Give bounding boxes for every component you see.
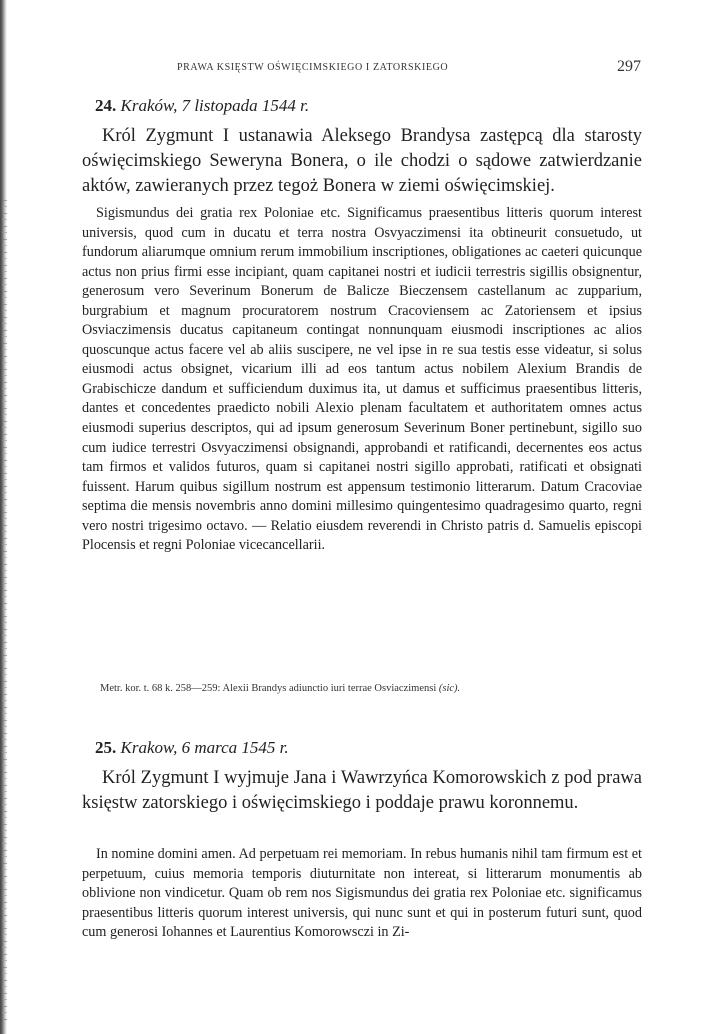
- entry-heading: [95, 738, 289, 758]
- source-note-text: Metr. kor. t. 68 k. 258—259: Alexii Brandys adiunctio iuri terrae Osviaczimensi: [100, 683, 437, 694]
- source-note: [100, 683, 640, 694]
- entry-latin-text: In nomine domini amen. Ad perpetuam rei memoriam. In rebus humanis nihil tam firmum est et perpetuum, cuius memoria temporis diuturnitate non intereat, si litterarum monumentis ab oblivione non vindicetur. Quam ob rem nos Sigismundus dei gratia rex Poloniae etc. significamus praesentibus litteris quorum interest universis, qui nunc sunt et qui in posterum futuri sunt, quod cum generosi Iohannes et Laurentius Komorowsczi in Zi-: [82, 846, 642, 941]
- entry-summary: Król Zygmunt I wyjmuje Jana i Wawrzyńca Komorowskich z pod prawa księstw zatorskiego i oświęcimskiego i poddaje prawu koronnemu.: [82, 768, 642, 813]
- binding-shadow: [2, 200, 7, 1020]
- entry-latin-text: Sigismundus dei gratia rex Poloniae etc. Significamus praesentibus litteris quorum interest universis, quod cum in ducatu et terra nostra Osvyaczimensi ita obtineurit consuetudo, ut fundorum aliarumque omnium rerum immobilium inscriptiones, obligationes ac caeteri quicunque actus non prius firmi esse incipiant, quam capitanei nostri et iudicii terrestris sigillis obsignentur, generosum vero Severinum Bonerum de Balicze Bieczensem castellanum ac zupparium, burgrabium et magnum procuratorem nostrum Cracoviensem ac Zatoriensem et ipsius Osviaczimensis ducatus capitaneum contingat nonnunquam eiusmodi inscriptiones ac alios quoscunque actus facere vel ab aliis suscipere, ne vel ipse in re sua testis esse videatur, si solus eiusmodi actus obsignet, vicarium illi ad eos tantum actus nobilem Alexium Brandis de Grabischicze dandum et sufficiendum duximus ita, ut damus et sufficimus praesentibus litteris, dantes et concedentes praedicto nobili Alexio plenam facultatem et authoritatem omnes actus eiusmodi superius descriptos, qui ad ipsum generosum Severinum Boner pertinebunt, sigillo suo cum iudice terrestri Osvyaczimensi obsignandi, approbandi et ratificandi, decernentes eos actus tam firmos et validos futuros, quam si capitanei nostri sigillo approbati, ratificati et obsignati fuissent. Harum quibus sigillum nostrum est appensum testimonio litterarum. Datum Cracoviae septima die mensis novembris anno domini millesimo quingentesimo quadragesimo quarto, regni vero nostri trigesimo octavo. — Relatio eiusdem reverendi in Christo patris d. Samuelis episcopi Plocensis et regni Poloniae vicecancellarii.: [82, 205, 642, 554]
- running-title: PRAWA KSIĘSTW OŚWIĘCIMSKIEGO I ZATORSKIEGO: [177, 62, 449, 73]
- entry-date: Kraków, 7 listopada 1544 r.: [120, 96, 310, 115]
- entry-number: 25.: [95, 738, 117, 757]
- entry-heading: [95, 96, 309, 116]
- page-number: 297: [617, 58, 641, 75]
- running-header: [82, 58, 647, 80]
- entry-date: Krakow, 6 marca 1545 r.: [120, 738, 289, 757]
- entry-summary: Król Zygmunt I ustanawia Aleksego Brandysa zastępcą dla starosty oświęcimskiego Seweryna Bonera, o ile chodzi o sądowe zatwierdzanie aktów, zawieranych przez tegoż Bonera w ziemi oświęcimskiej.: [82, 126, 642, 196]
- source-note-sic: (sic).: [438, 683, 461, 694]
- entry-number: 24.: [95, 96, 117, 115]
